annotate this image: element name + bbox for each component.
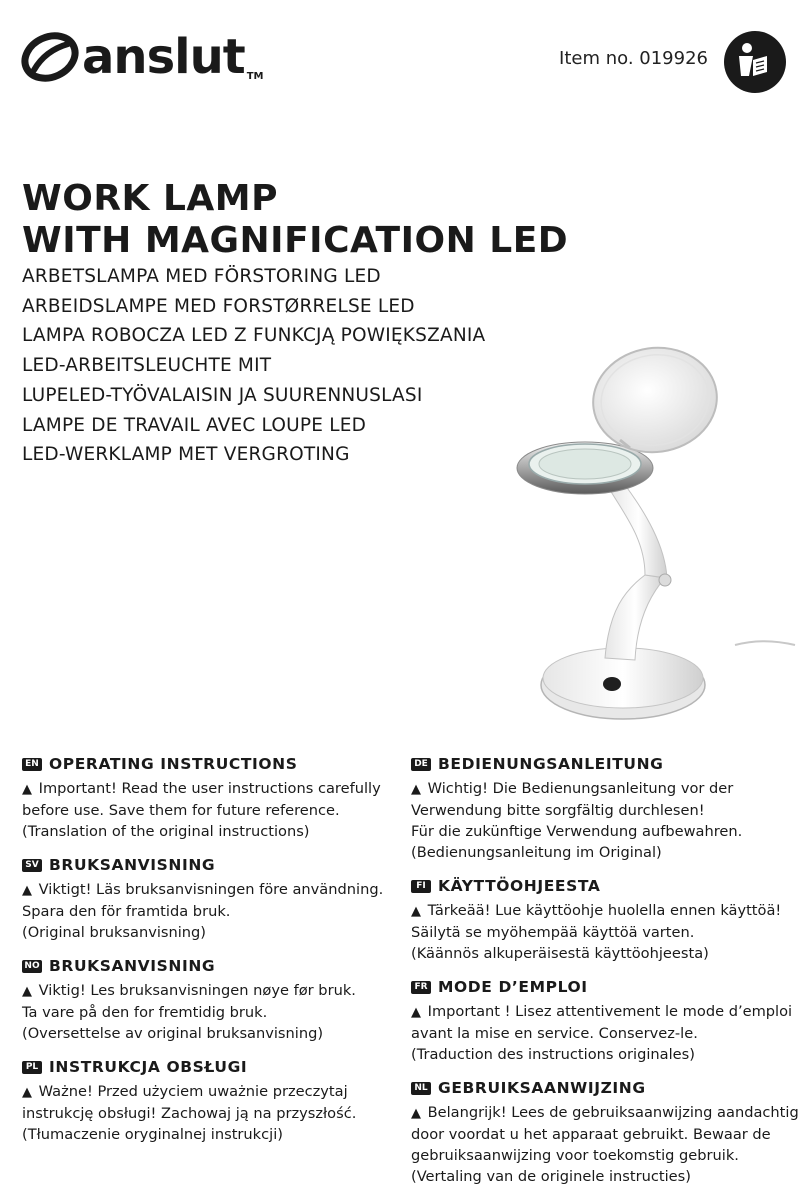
document-title xyxy=(22,178,568,262)
subtitle-nl: LED-WERKLAMP MET VERGROTING xyxy=(22,444,350,466)
section-line: before use. Save them for future reference. xyxy=(22,802,340,819)
section-line: (Oversettelse av original bruksanvisning) xyxy=(22,1025,324,1042)
lang-badge-de: DE xyxy=(411,758,431,771)
section-title-en: OPERATING INSTRUCTIONS xyxy=(49,755,298,773)
section-fr xyxy=(411,975,796,1065)
lang-badge-sv: SV xyxy=(22,859,42,872)
section-line: (Bedienungsanleitung im Original) xyxy=(411,844,662,861)
section-title-nl: GEBRUIKSAANWIJZING xyxy=(438,1079,646,1097)
title-line-2: WITH MAGNIFICATION LED xyxy=(22,220,569,261)
section-line: avant la mise en service. Conservez-le. xyxy=(411,1025,698,1042)
section-line: instrukcję obsługi! Zachowaj ją na przyszłość. xyxy=(22,1105,357,1122)
section-line: Für die zukünftige Verwendung aufbewahren. xyxy=(411,823,743,840)
section-line: ▲ Viktig! Les bruksanvisningen nøye før bruk. xyxy=(22,980,402,1002)
section-line: (Vertaling van de originele instructies) xyxy=(411,1168,691,1185)
section-line: ▲ Important ! Lisez attentivement le mode d’emploi xyxy=(411,1001,796,1023)
section-line: ▲ Ważne! Przed użyciem uważnie przeczytaj xyxy=(22,1081,402,1103)
translated-titles xyxy=(22,262,485,470)
section-title-sv: BRUKSANVISNING xyxy=(49,856,216,874)
lang-badge-no: NO xyxy=(22,960,42,973)
anslut-logo-icon xyxy=(20,26,80,88)
lang-badge-nl: NL xyxy=(411,1082,431,1095)
section-no xyxy=(22,954,402,1044)
warning-triangle-icon: ▲ xyxy=(411,904,421,919)
section-title-fr: MODE D’EMPLOI xyxy=(438,978,588,996)
brand-logo xyxy=(20,26,263,88)
section-line: Verwendung bitte sorgfältig durchlesen! xyxy=(411,802,705,819)
section-sv xyxy=(22,853,402,943)
warning-triangle-icon: ▲ xyxy=(22,782,32,797)
subtitle-sv: ARBETSLAMPA MED FÖRSTORING LED xyxy=(22,266,381,287)
section-line: (Traduction des instructions originales) xyxy=(411,1046,695,1063)
section-line: (Original bruksanvisning) xyxy=(22,924,207,941)
section-line: ▲ Tärkeää! Lue käyttöohje huolella ennen käyttöä! xyxy=(411,900,796,922)
section-title-no: BRUKSANVISNING xyxy=(49,957,216,975)
warning-triangle-icon: ▲ xyxy=(411,782,421,797)
subtitle-fr: LAMPE DE TRAVAIL AVEC LOUPE LED xyxy=(22,414,367,436)
warning-triangle-icon: ▲ xyxy=(411,1106,421,1121)
section-fi xyxy=(411,874,796,964)
lang-badge-pl: PL xyxy=(22,1061,42,1074)
section-pl xyxy=(22,1055,402,1145)
section-de xyxy=(411,752,796,863)
subtitle-fi: LUPELED-TYÖVALAISIN JA SUURENNUSLASI xyxy=(22,384,423,406)
warning-triangle-icon: ▲ xyxy=(22,1085,32,1100)
section-line: (Translation of the original instructions) xyxy=(22,823,310,840)
lang-badge-fi: FI xyxy=(411,880,431,893)
warning-triangle-icon: ▲ xyxy=(22,883,32,898)
subtitle-pl: LAMPA ROBOCZA LED Z FUNKCJĄ POWIĘKSZANIA xyxy=(22,325,486,347)
section-line: Spara den för framtida bruk. xyxy=(22,903,231,920)
section-line: Ta vare på den for fremtidig bruk. xyxy=(22,1004,268,1021)
lang-badge-fr: FR xyxy=(411,981,431,994)
section-line: ▲ Belangrijk! Lees de gebruiksaanwijzing aandachtig xyxy=(411,1102,796,1124)
section-line: ▲ Viktigt! Läs bruksanvisningen före användning. xyxy=(22,879,402,901)
read-manual-icon xyxy=(723,30,787,94)
section-title-fi: KÄYTTÖOHJEESTA xyxy=(438,877,601,895)
section-line: (Tłumaczenie oryginalnej instrukcji) xyxy=(22,1126,283,1143)
instructions-column-right xyxy=(411,752,799,1198)
warning-triangle-icon: ▲ xyxy=(411,1005,421,1020)
instructions-column-left xyxy=(22,752,402,1156)
section-title-pl: INSTRUKCJA OBSŁUGI xyxy=(49,1058,248,1076)
subtitle-no: ARBEIDSLAMPE MED FORSTØRRELSE LED xyxy=(22,295,415,317)
section-title-de: BEDIENUNGSANLEITUNG xyxy=(438,755,664,773)
section-line: gebruiksaanwijzing voor toekomstig gebruik. xyxy=(411,1147,739,1164)
section-line: ▲ Important! Read the user instructions carefully xyxy=(22,778,402,800)
item-number: Item no. 019926 xyxy=(559,48,708,69)
section-nl xyxy=(411,1076,799,1187)
brand-name: anslut xyxy=(82,29,245,85)
section-line: ▲ Wichtig! Die Bedienungsanleitung vor der xyxy=(411,778,796,800)
section-line: (Käännös alkuperäisestä käyttöohjeesta) xyxy=(411,945,709,962)
section-line: Säilytä se myöhempää käyttöä varten. xyxy=(411,924,695,941)
title-line-1: WORK LAMP xyxy=(22,178,278,219)
trademark: TM xyxy=(246,71,264,82)
section-en xyxy=(22,752,402,842)
subtitle-de: LED-ARBEITSLEUCHTE MIT xyxy=(22,355,272,377)
lamp-product-image xyxy=(505,340,805,740)
lang-badge-en: EN xyxy=(22,758,42,771)
warning-triangle-icon: ▲ xyxy=(22,984,32,999)
section-line: door voordat u het apparaat gebruikt. Bewaar de xyxy=(411,1126,771,1143)
